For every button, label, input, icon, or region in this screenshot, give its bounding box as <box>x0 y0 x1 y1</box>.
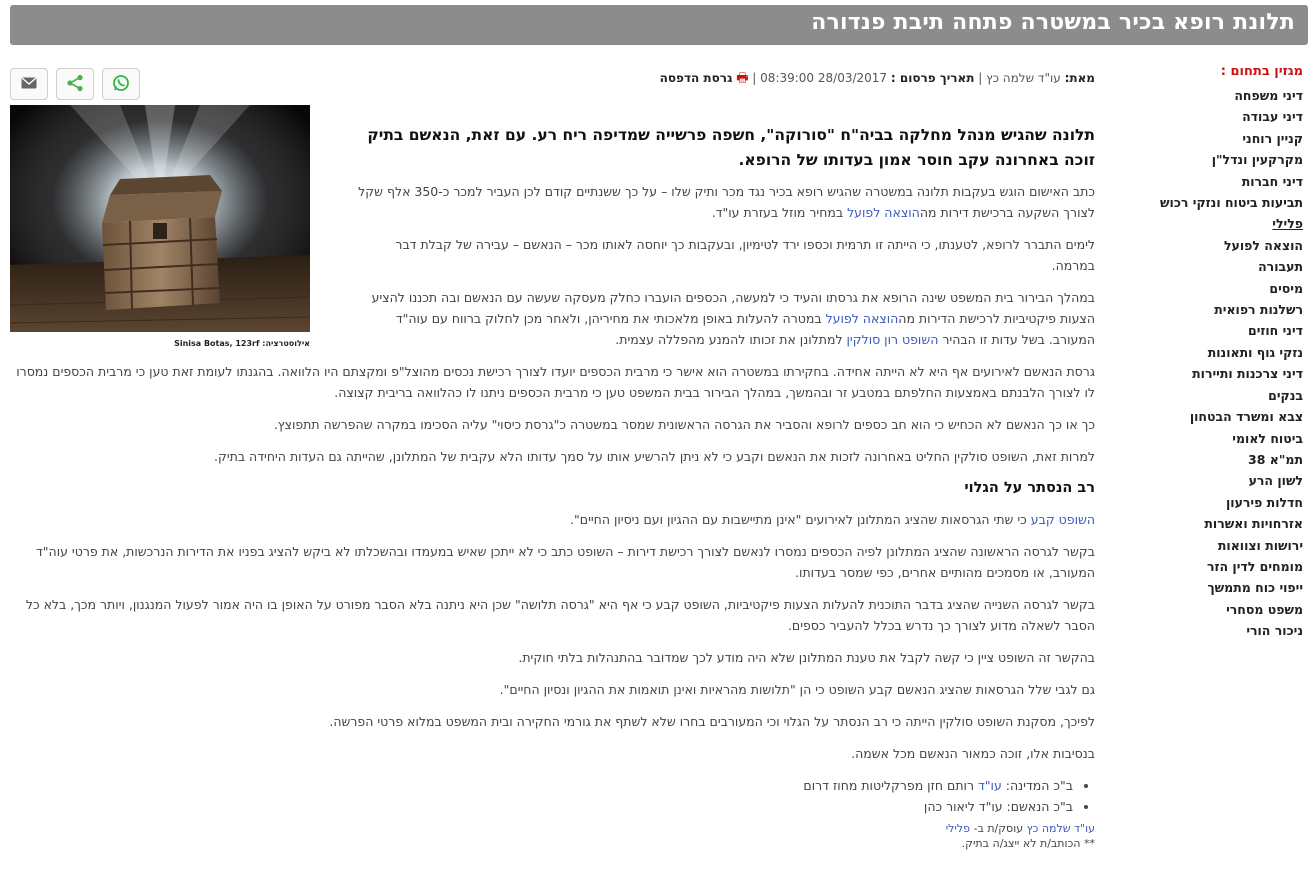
category-sidebar <box>1133 64 1303 642</box>
sidebar-item[interactable]: ניכור הורי <box>1246 623 1303 639</box>
party-text: רותם חזן מפרקליטות מחוז דרום <box>803 778 978 793</box>
share-buttons <box>10 68 140 100</box>
paragraph-text: במהלך הבירור בית המשפט שינה הרופא את גרסתו והעיד כי למעשה, הכספים הועברו כחלק מעסקה שעשה עם הנאשם ובה תכננו להציע הצעות פיקטיביות לרכישת הדירות מה <box>371 290 1095 326</box>
sidebar-item[interactable]: הוצאה לפועל <box>1223 237 1303 253</box>
sidebar-item[interactable]: דיני עבודה <box>1242 109 1303 125</box>
inline-link[interactable]: עו"ד <box>977 778 1002 793</box>
section-heading: רב הנסתר על הגלוי <box>964 480 1095 496</box>
paragraph: למרות זאת, השופט סולקין החליט באחרונה לזכות את הנאשם וקבע כי לא ניתן להרשיע אותו על סמך עדותו הלא עקבית של המתלונן, שהייתה גם העדות היחידה בתיק. <box>214 449 1095 464</box>
page-title: תלונת רופא בכיר במשטרה פתחה תיבת פנדורה <box>811 10 1295 35</box>
footer-text: עוסק/ת ב- <box>970 822 1027 835</box>
sidebar-item[interactable]: ירושות וצוואות <box>1217 537 1303 553</box>
judge-link[interactable]: השופט רון סולקין <box>846 332 939 347</box>
parties-list <box>15 775 1095 817</box>
sidebar-item[interactable]: דיני חוזים <box>1248 323 1303 339</box>
paragraph-text: במחיר מוזל בעזרת עו"ד. <box>711 205 848 220</box>
inline-link[interactable]: הוצאה לפועל <box>847 205 920 220</box>
paragraph: בהקשר זה השופט ציין כי קשה לקבל את טענת המתלונן שלא היה מודע לכך שמדובר בהתנהלות בלתי חוקית. <box>518 650 1095 665</box>
sidebar-item[interactable]: חדלות פירעון <box>1225 494 1303 510</box>
sidebar-item[interactable]: דיני חברות <box>1241 173 1303 189</box>
sidebar-heading: מגזין בתחום : <box>1220 64 1303 79</box>
paragraph-text: כתב האישום הוגש בעקבות תלונה במשטרה שהגיש רופא בכיר נגד מכר ותיק שלו – על כך ששנתיים קודם לכן העביר למכר כ-350 אלף שקל לצורך השקעה ברכישת דירות מה <box>358 184 1095 220</box>
sidebar-item[interactable]: משפט מסחרי <box>1226 601 1303 617</box>
paragraph: לפיכך, מסקנת השופט סולקין הייתה כי רב הנסתר על הגלוי וכי המעורבים בחרו שלא לשתף את גורמי החקירה ובית המשפט במלוא פרטי הפרשה. <box>329 714 1095 729</box>
article-body <box>15 123 1095 851</box>
paragraph-text: כי שתי הגרסאות שהציג המתלונן לאירועים "אינן מתיישבות עם ההגיון ועם ניסיון החיים". <box>570 512 1031 527</box>
sidebar-item[interactable]: רשלנות רפואית <box>1214 302 1303 318</box>
whatsapp-share-button[interactable] <box>102 68 140 100</box>
publish-date: 28/03/2017 08:39:00 <box>760 71 888 85</box>
party-text: ב"כ המדינה: <box>1001 778 1073 793</box>
inline-link[interactable]: השופט קבע <box>1030 512 1095 527</box>
paragraph: גם לגבי שלל הגרסאות שהציג הנאשם קבע השופט כי הן "תלושות מהראיות ואינן תואמות את ההגיון ונסיון החיים". <box>499 682 1095 697</box>
sidebar-item[interactable]: תביעות ביטוח ונזקי רכוש <box>1160 195 1303 211</box>
sidebar-item[interactable]: פלילי <box>1272 216 1303 232</box>
image-credit: אילוסטרציה: Sinisa Botas, 123rf <box>174 339 310 348</box>
sidebar-item[interactable]: דיני צרכנות ותיירות <box>1192 366 1303 382</box>
disclaimer: ** הכותב/ת לא ייצג/ה בתיק. <box>961 837 1095 850</box>
paragraph: כך או כך הנאשם לא הכחיש כי הוא חב כספים לרופא והסביר את הגרסה הראשונית שמסר במשטרה כ"גרסת כיסוי" עליה הסכימו במקרה שהפרשה תתפוצץ. <box>273 417 1095 432</box>
paragraph-text: למתלונן את זכותו להמנע מהפללה עצמית. <box>615 332 847 347</box>
sidebar-item[interactable]: לשון הרע <box>1248 473 1303 489</box>
sidebar-item[interactable]: תמ"א 38 <box>1248 451 1303 467</box>
email-icon <box>21 77 37 92</box>
field-link[interactable]: פלילי <box>945 822 970 835</box>
meta-divider: | <box>974 71 983 85</box>
sidebar-item[interactable]: קניין רוחני <box>1242 130 1303 146</box>
sidebar-item[interactable]: ייפוי כוח מתמשך <box>1207 580 1303 596</box>
paragraph <box>350 287 1095 350</box>
author-link[interactable]: עו"ד שלמה כץ <box>1026 822 1095 835</box>
sidebar-item[interactable]: מומחים לדין הזר <box>1206 558 1303 574</box>
article-meta <box>660 69 1095 91</box>
email-share-button[interactable] <box>10 68 48 100</box>
date-label: תאריך פרסום : <box>890 71 975 85</box>
from-label: מאת: <box>1064 71 1095 85</box>
sidebar-item[interactable]: דיני משפחה <box>1234 88 1303 103</box>
sidebar-item[interactable]: בנקים <box>1268 387 1303 403</box>
sidebar-item[interactable]: מיסים <box>1269 280 1303 296</box>
whatsapp-icon <box>112 74 130 95</box>
paragraph: בנסיבות אלו, זוכה כמאור הנאשם מכל אשמה. <box>851 746 1095 761</box>
paragraph: בקשר לגרסה השנייה שהציג בדבר התוכנית להעלות הצעות פיקטיביות, השופט קבע כי אף היא "גרסה תלושה" שכן היא ניתנה בלא הסבר מפורט על האופן בו היה אמור לפעול המנגנון, ויותר מכך, בלא כל הסבר לשאלה מדוע לצורך כך נדרש בכלל להעביר כספים. <box>25 597 1095 633</box>
list-item <box>15 775 1073 796</box>
article-lead: תלונה שהגיש מנהל מחלקה בביה"ח "סורוקה", חשפה פרשייה שמדיפה ריח רע. עם זאת, הנאשם בתיק זוכה באחרונה עקב חוסר אמון בעדותו של הרופא. <box>367 126 1095 169</box>
title-bar <box>10 5 1308 45</box>
paragraph: גרסת הנאשם לאירועים אף היא לא הייתה אחידה. בחקירתו במשטרה הוא אישר כי מרבית הכספים יועדו לצורך רכישת נכסים מהוצל"פ ומקצתם היו הלוואה. בהגנתו לעומת זאת טען כי מרבית הכספים נמסרו לו לצורך הלבנתם באמצעות החלפתם במטבע זר ובהמשך, במהלך הבירור בבית המשפט טען כי מרבית הכספים ניתנו לו כהלוואה בריבית קצוצה. <box>16 364 1095 400</box>
generic-share-button[interactable] <box>56 68 94 100</box>
sidebar-item[interactable]: נזקי גוף ותאונות <box>1207 344 1303 360</box>
print-icon[interactable]: 🖶 <box>736 71 749 86</box>
sidebar-item[interactable]: מקרקעין ונדל"ן <box>1211 152 1303 168</box>
share-icon <box>66 74 84 95</box>
paragraph: לימים התברר לרופא, לטענתו, כי הייתה זו תרמית וכספו ירד לטימיון, ובעקבות כך יוחסה לאותו מכר – הנאשם – עבירה של קבלת דבר במרמה. <box>395 237 1095 273</box>
print-version-link[interactable]: גרסת הדפסה <box>659 71 733 85</box>
paragraph: בקשר לגרסה הראשונה שהציג המתלונן לפיה הכספים נמסרו לנאשם לצורך רכישת דירות – השופט כתב כי לא ייתכן שאיש במעמדו ובהשכלתו לא ביקש להציג בפניו את הדירות הנרכשות, את פרטי עוה"ד המעורב, או מסמכים מהותיים אחרים, כפי שמסר בעדותו. <box>35 544 1095 580</box>
sidebar-item[interactable]: תעבורה <box>1258 259 1303 275</box>
meta-divider: | <box>748 71 757 85</box>
author-footer <box>15 821 1095 836</box>
inline-link[interactable]: הוצאה לפועל <box>825 311 899 326</box>
paragraph <box>15 509 1095 530</box>
paragraph-text: במטרה להעלות באופן מלאכותי את מחיריהן, ולאחר מכן לחלוק ברווח עם עוה"ד המעורב. בשל עדות זו הבהיר <box>395 311 1095 347</box>
author-name: עו"ד שלמה כץ <box>986 71 1061 85</box>
sidebar-item[interactable]: ביטוח לאומי <box>1232 430 1303 446</box>
paragraph <box>350 181 1095 223</box>
sidebar-item[interactable]: צבא ומשרד הבטחון <box>1189 409 1303 425</box>
sidebar-item[interactable]: אזרחויות ואשרות <box>1204 516 1303 532</box>
list-item: • ב"כ הנאשם: עו"ד ליאור כהן <box>15 796 1073 817</box>
